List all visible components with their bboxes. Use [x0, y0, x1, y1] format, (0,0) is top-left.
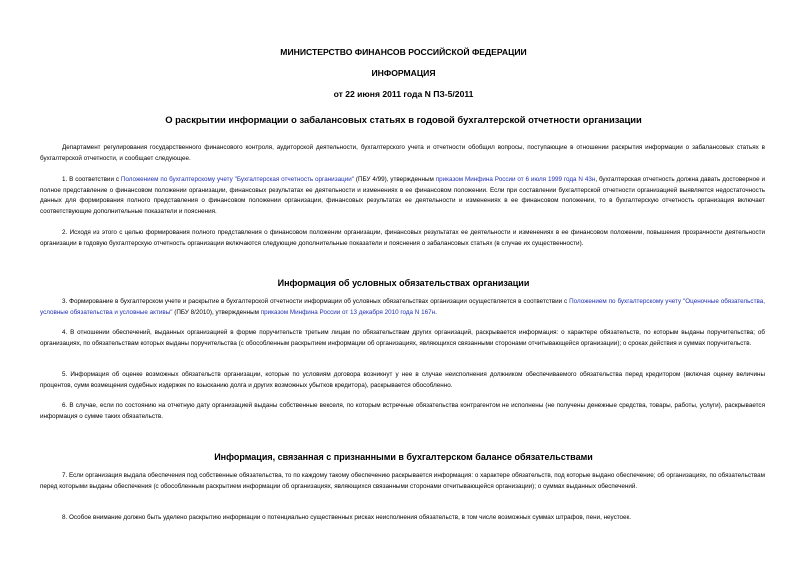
paragraph-3	[40, 297, 765, 318]
p1-text-before: 1. В соответствии с	[62, 176, 121, 183]
paragraph-2: 2. Исходя из этого с целью формирования полного представления о финансовом положении организации, финансовых результатах ее деятельности и изменениях в ее финансовом положении, повышения прозрачности деятельности организации в годовую бухгалтерскую отчетность организации включаются следующие дополнительные показатели и пояснения о забалансовых статьях (в случае их существенности).	[40, 229, 765, 247]
document-type: ИНФОРМАЦИЯ	[371, 68, 436, 78]
p1-text-after: , бухгалтерская отчетность должна давать достоверное и полное представление о финансовом положении организации, финансовых результатах ее деятельности и изменениях в ее финансовом положении. Если при составлении бухгалтерской отчетности организацией выявляется недостаточность данных для формирования полного представления о финансовом положении организации, финансовых результатах ее деятельности и изменениях в ее финансовом положении, то в бухгалтерскую отчетность организация включает соответствующие дополнительные показатели и пояснения.	[40, 176, 765, 215]
paragraph-1	[40, 175, 765, 217]
link-order-43n[interactable]: приказом Минфина России от 6 июля 1999 года N 43н	[435, 176, 596, 183]
paragraph-6: 6. В случае, если по состоянию на отчетную дату организацией выданы собственные векселя, по которым встречные обязательства контрагентом не исполнены (не получены денежные средства, товары, работы, услуги), раскрывается информация о сумме таких обязательств.	[40, 402, 765, 420]
paragraph-8: 8. Особое внимание должно быть уделено раскрытию информации о потенциально существенных рисках неисполнения обязательств, в том числе возможных суммах штрафов, пени, неустоек.	[62, 514, 632, 521]
p3-text-mid: (ПБУ 8/2010), утвержденным	[172, 308, 261, 316]
section-heading-contingent-liabilities: Информация об условных обязательствах организации	[277, 278, 530, 288]
p1-text-mid: (ПБУ 4/99), утвержденным	[353, 176, 436, 183]
link-order-167n[interactable]: приказом Минфина России от 13 декабря 2010 года N 167н	[260, 308, 436, 316]
p3-text-before: 3. Формирование в бухгалтерском учете и раскрытие в бухгалтерской отчетности информации об условных обязательствах организации осуществляется в соответствии с	[62, 298, 570, 305]
link-pbu-4-99[interactable]: Положением по бухгалтерскому учету "Бухгалтерская отчетность организации"	[120, 176, 354, 183]
paragraph-5: 5. Информация об оценке возможных обязательств организации, которые по условиям договора возникнут у нее в случае неисполнения должником обеспечиваемого обязательства перед кредитором (включая оценку величины процентов, сумм возмещения судебных издержек по взысканию долга и других возможных убытков кредитора), раскрывается обособленно.	[40, 371, 765, 389]
intro-paragraph: Департамент регулирования государственного финансового контроля, аудиторской деятельности, бухгалтерского учета и отчетности обобщил вопросы, поступающие в отношении раскрытия информации о забалансовых статьях в бухгалтерской отчетности, и сообщает следующее.	[40, 144, 765, 162]
paragraph-4: 4. В отношении обеспечений, выданных организацией в форме поручительств третьим лицам по обязательствам других организаций, раскрывается информация: о характере обязательств, по которым выданы поручительства; об организациях, по обязательствам которых выданы поручительства (с обособленным раскрытием информации об организациях, являющихся связанными сторонами отчитывающейся организации); о сроках действия и суммах поручительств.	[40, 329, 765, 347]
document-title: О раскрытии информации о забалансовых статьях в годовой бухгалтерской отчетности организации	[165, 114, 642, 125]
document-date-number: от 22 июня 2011 года N ПЗ-5/2011	[333, 89, 474, 99]
p3-text-after: .	[435, 308, 437, 316]
section-heading-recognized-liabilities: Информация, связанная с признанными в бухгалтерском балансе обязательствами	[214, 452, 593, 462]
ministry-heading: МИНИСТЕРСТВО ФИНАНСОВ РОССИЙСКОЙ ФЕДЕРАЦИИ	[280, 47, 527, 57]
link-pbu-8-2010[interactable]: Положением по бухгалтерскому учету "Оценочные обязательства, условные обязательства и условные активы"	[40, 298, 765, 316]
paragraph-7: 7. Если организация выдала обеспечения под собственные обязательства, то по каждому такому обеспечению раскрывается информация: о характере обязательств, под которые выдано обеспечение; об организациях, по обязательствам перед которыми выданы обеспечения (с обособленным раскрытием информации об организациях, являющихся связанными сторонами отчитывающейся организации); о суммах выданных обеспечений.	[40, 472, 765, 490]
